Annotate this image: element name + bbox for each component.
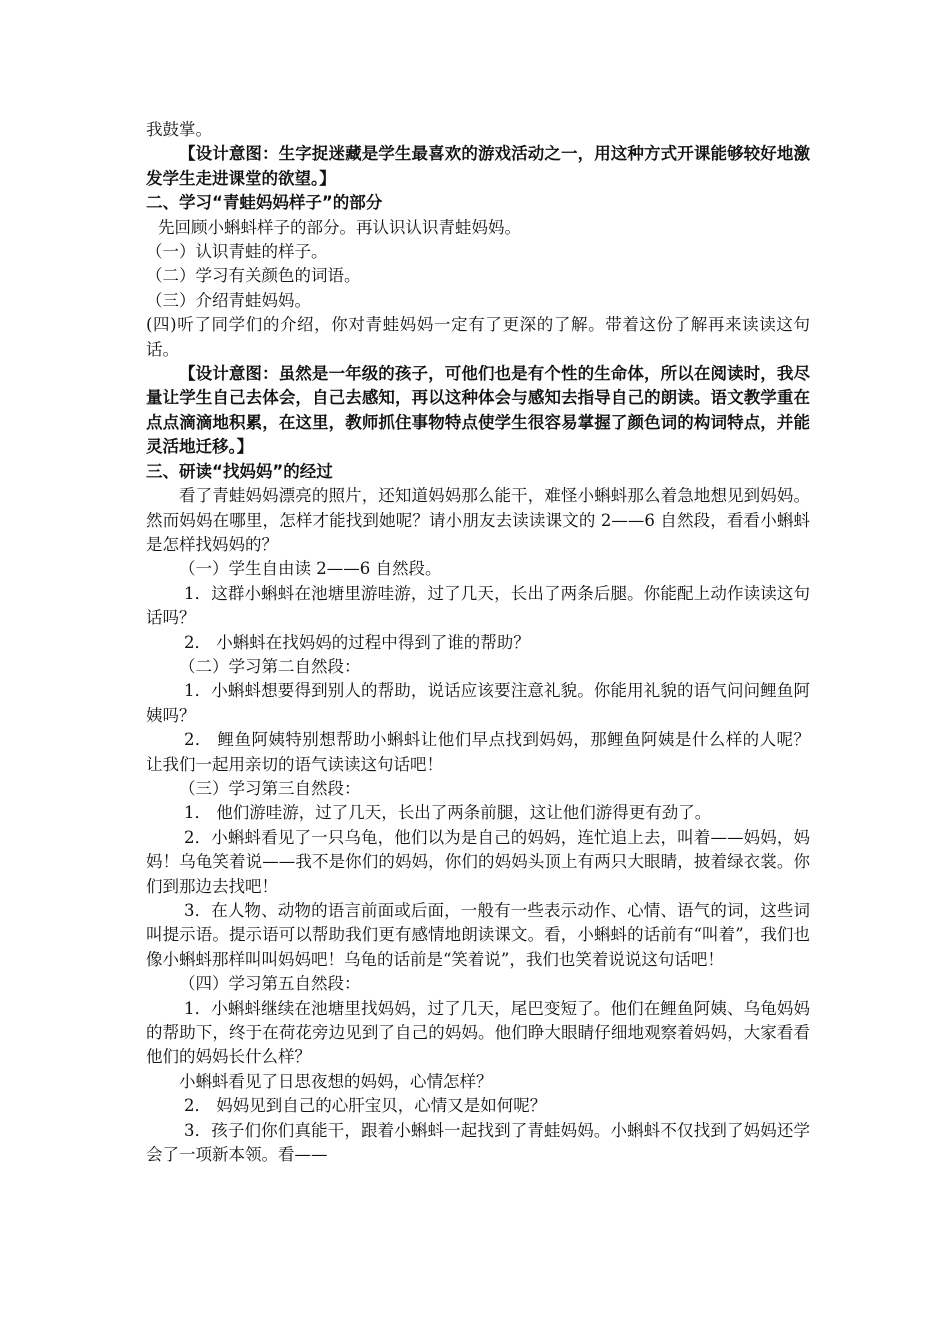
paragraph: 看了青蛙妈妈漂亮的照片，还知道妈妈那么能干，难怪小蝌蚪那么着急地想见到妈妈。然而妈妈在哪里，怎样才能找到她呢？请小朋友去读读课文的 2——6 自然段，看看小蝌蚪是怎样找妈妈的？ (146, 486, 810, 554)
list-item: （三）介绍青蛙妈妈。 (146, 290, 311, 310)
list-item: (四)听了同学们的介绍，你对青蛙妈妈一定有了更深的了解。带着这份了解再来读读这句话。 (146, 315, 810, 359)
subsection-heading: （一）学生自由读 2——6 自然段。 (179, 559, 442, 579)
list-item: 2． 鲤鱼阿姨特别想帮助小蝌蚪让他们早点找到妈妈，那鲤鱼阿姨是什么样的人呢？让我们一起用亲切的语气读读这句话吧！ (146, 730, 810, 774)
list-item: 2． 妈妈见到自己的心肝宝贝，心情又是如何呢？ (184, 1096, 547, 1116)
design-intent-note: 【设计意图：生字捉迷藏是学生最喜欢的游戏活动之一，用这种方式开课能够较好地激发学生走进课堂的欲望。】 (146, 144, 810, 188)
list-item: 2． 小蝌蚪在找妈妈的过程中得到了谁的帮助？ (184, 632, 530, 652)
subsection-heading: （二）学习第二自然段： (179, 656, 361, 676)
subsection-heading: （三）学习第三自然段： (179, 778, 361, 798)
list-item: 3．在人物、动物的语言前面或后面，一般有一些表示动作、心情、语气的词，这些词叫提示语。提示语可以帮助我们更有感情地朗读课文。看，小蝌蚪的话前有“叫着”，我们也像小蝌蚪那样叫叫妈妈吧！乌龟的话前是“笑着说”，我们也笑着说说这句话吧！ (146, 901, 810, 969)
subsection-heading: （四）学习第五自然段： (179, 974, 361, 994)
paragraph: 先回顾小蝌蚪样子的部分。再认识认识青蛙妈妈。 (158, 217, 521, 237)
list-item: 1．小蝌蚪想要得到别人的帮助，说话应该要注意礼貌。你能用礼貌的语气问问鲤鱼阿姨吗？ (146, 681, 810, 725)
document-body (146, 118, 810, 1167)
section-heading: 二、学习“青蛙妈妈样子”的部分 (146, 193, 383, 213)
paragraph: 我鼓掌。 (146, 120, 212, 139)
section-heading: 三、研读“找妈妈”的经过 (146, 461, 333, 481)
list-item: 1． 他们游哇游，过了几天，长出了两条前腿，这让他们游得更有劲了。 (184, 803, 712, 823)
list-item: （二）学习有关颜色的词语。 (146, 266, 361, 286)
list-item: 2．小蝌蚪看见了一只乌龟，他们以为是自己的妈妈，连忙追上去，叫着——妈妈，妈妈！乌龟笑着说——我不是你们的妈妈，你们的妈妈头顶上有两只大眼睛，披着绿衣裳。你们到那边去找吧！ (146, 827, 810, 896)
design-intent-note: 【设计意图：虽然是一年级的孩子，可他们也是有个性的生命体，所以在阅读时，我尽量让学生自己去体会，自己去感知，再以这种体会与感知去指导自己的朗读。语文教学重在点点滴滴地积累，在这里，教师抓住事物特点使学生很容易掌握了颜色词的构词特点，并能灵活地迁移。】 (146, 364, 810, 457)
list-item: 1．这群小蝌蚪在池塘里游哇游，过了几天，长出了两条后腿。你能配上动作读读这句话吗？ (146, 583, 810, 628)
list-item: 3．孩子们你们真能干，跟着小蝌蚪一起找到了青蛙妈妈。小蝌蚪不仅找到了妈妈还学会了一项新本领。看—— (146, 1120, 810, 1165)
paragraph: 小蝌蚪看见了日思夜想的妈妈，心情怎样？ (179, 1071, 493, 1091)
list-item: （一）认识青蛙的样子。 (146, 242, 328, 262)
list-item: 1．小蝌蚪继续在池塘里找妈妈，过了几天，尾巴变短了。他们在鲤鱼阿姨、乌龟妈妈的帮助下，终于在荷花旁边见到了自己的妈妈。他们睁大眼睛仔细地观察着妈妈，大家看看他们的妈妈长什么样？ (146, 998, 810, 1067)
